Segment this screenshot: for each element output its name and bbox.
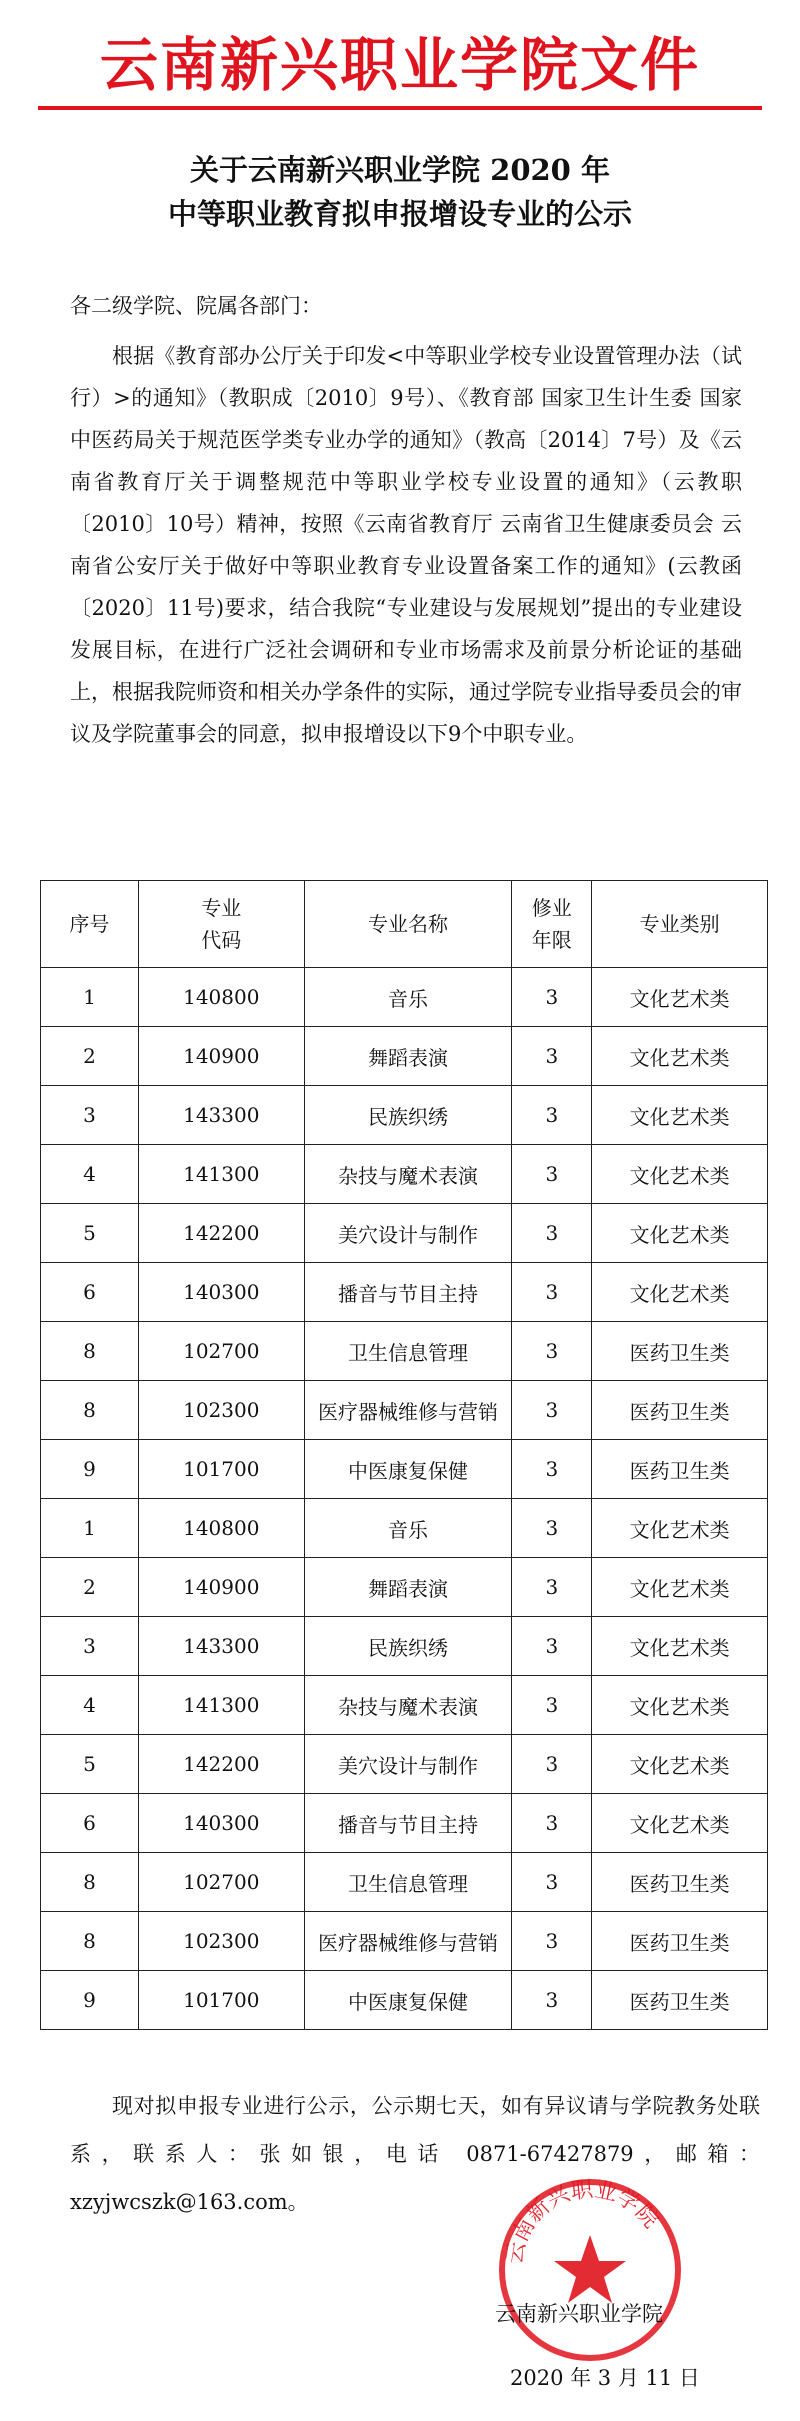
- table-row: [41, 1912, 768, 1971]
- table-row: [41, 1440, 768, 1499]
- major-code: 102300: [138, 1381, 304, 1440]
- major-code: 142200: [138, 1204, 304, 1263]
- study-years: 3: [512, 1558, 592, 1617]
- major-name: 舞蹈表演: [304, 1027, 512, 1086]
- major-name: 卫生信息管理: [304, 1853, 512, 1912]
- major-code: 141300: [138, 1676, 304, 1735]
- org-file-title: 云南新兴职业学院文件: [99, 31, 700, 99]
- major-category: 医药卫生类: [592, 1853, 768, 1912]
- table-row: [41, 1027, 768, 1086]
- major-code: 101700: [138, 1971, 304, 2030]
- major-category: 文化艺术类: [592, 1263, 768, 1322]
- major-name: 美穴设计与制作: [304, 1204, 512, 1263]
- row-index: 5: [41, 1735, 139, 1794]
- study-years: 3: [512, 1912, 592, 1971]
- major-name: 播音与节目主持: [304, 1794, 512, 1853]
- major-category: 文化艺术类: [592, 1499, 768, 1558]
- row-index: 2: [41, 1558, 139, 1617]
- body-paragraph: 根据《教育部办公厅关于印发<中等职业学校专业设置管理办法（试行）>的通知》（教职成〔2010〕9号）、《教育部 国家卫生计生委 国家中医药局关于规范医学类专业办学的通知》（教高〔2014〕7号）及《云南省教育厅关于调整规范中等职业学校专业设置的通知》（云教职〔2010〕10号）精神，按照《云南省教育厅 云南省卫生健康委员会 云南省公安厅关于做好中等职业教育专业设置备案工作的通知》(云教函〔2020〕11号)要求，结合我院“专业建设与发展规划”提出的专业建设发展目标，在进行广泛社会调研和专业市场需求及前景分析论证的基础上，根据我院师资和相关办学条件的实际，通过学院专业指导委员会的审议及学院董事会的同意，拟申报增设以下9个中职专业。: [70, 344, 742, 746]
- major-code: 141300: [138, 1145, 304, 1204]
- row-index: 1: [41, 1499, 139, 1558]
- major-category: 医药卫生类: [592, 1912, 768, 1971]
- study-years: 3: [512, 1381, 592, 1440]
- study-years: 3: [512, 1971, 592, 2030]
- row-index: 9: [41, 1440, 139, 1499]
- table-row: [41, 968, 768, 1027]
- header-cell: 专业 代码: [138, 881, 304, 968]
- study-years: 3: [512, 1440, 592, 1499]
- majors-table: [40, 880, 768, 2030]
- table-row: [41, 1086, 768, 1145]
- row-index: 4: [41, 1145, 139, 1204]
- major-name: 中医康复保健: [304, 1440, 512, 1499]
- public-notice: 现对拟申报专业进行公示，公示期七天，如有异议请与学院教务处联系，联系人：张如银，电话 0871-67427879，邮箱：xzyjwcszk@163.com。: [70, 2094, 760, 2214]
- row-index: 8: [41, 1853, 139, 1912]
- major-name: 医疗器械维修与营销: [304, 1381, 512, 1440]
- header-cell: 专业名称: [304, 881, 512, 968]
- major-code: 140300: [138, 1794, 304, 1853]
- major-category: 文化艺术类: [592, 1794, 768, 1853]
- row-index: 8: [41, 1322, 139, 1381]
- issuer-signature: 云南新兴职业学院: [495, 2302, 663, 2326]
- major-code: 102700: [138, 1853, 304, 1912]
- study-years: 3: [512, 1853, 592, 1912]
- table-row: [41, 1617, 768, 1676]
- study-years: 3: [512, 1676, 592, 1735]
- major-category: 医药卫生类: [592, 1322, 768, 1381]
- header-cell: 修业 年限: [512, 881, 592, 968]
- major-code: 143300: [138, 1086, 304, 1145]
- row-index: 4: [41, 1676, 139, 1735]
- major-category: 文化艺术类: [592, 1027, 768, 1086]
- major-category: 文化艺术类: [592, 1086, 768, 1145]
- major-name: 中医康复保健: [304, 1971, 512, 2030]
- row-index: 3: [41, 1086, 139, 1145]
- table-row: [41, 1971, 768, 2030]
- document-title-line1: 关于云南新兴职业学院 2020 年: [190, 153, 610, 187]
- study-years: 3: [512, 1794, 592, 1853]
- row-index: 6: [41, 1263, 139, 1322]
- major-category: 文化艺术类: [592, 1204, 768, 1263]
- header-cell: 序号: [41, 881, 139, 968]
- table-row: [41, 1499, 768, 1558]
- table-header-row: [41, 881, 768, 968]
- row-index: 1: [41, 968, 139, 1027]
- table-row: [41, 1204, 768, 1263]
- table-row: [41, 1735, 768, 1794]
- major-category: 医药卫生类: [592, 1971, 768, 2030]
- study-years: 3: [512, 1263, 592, 1322]
- seal-text: 云南新兴职业学院: [502, 2177, 664, 2266]
- major-code: 102300: [138, 1912, 304, 1971]
- major-code: 143300: [138, 1617, 304, 1676]
- header-cell: 专业类别: [592, 881, 768, 968]
- major-category: 文化艺术类: [592, 1145, 768, 1204]
- major-code: 101700: [138, 1440, 304, 1499]
- major-name: 音乐: [304, 968, 512, 1027]
- table-row: [41, 1145, 768, 1204]
- study-years: 3: [512, 1735, 592, 1794]
- study-years: 3: [512, 1499, 592, 1558]
- row-index: 5: [41, 1204, 139, 1263]
- major-code: 102700: [138, 1322, 304, 1381]
- major-category: 文化艺术类: [592, 1676, 768, 1735]
- major-category: 医药卫生类: [592, 1381, 768, 1440]
- major-name: 杂技与魔术表演: [304, 1676, 512, 1735]
- row-index: 2: [41, 1027, 139, 1086]
- svg-text:云南新兴职业学院: [502, 2177, 663, 2266]
- major-name: 音乐: [304, 1499, 512, 1558]
- major-name: 医疗器械维修与营销: [304, 1912, 512, 1971]
- table-row: [41, 1794, 768, 1853]
- major-name: 舞蹈表演: [304, 1558, 512, 1617]
- study-years: 3: [512, 1322, 592, 1381]
- table-row: [41, 1558, 768, 1617]
- major-name: 民族织绣: [304, 1086, 512, 1145]
- major-name: 民族织绣: [304, 1617, 512, 1676]
- row-index: 6: [41, 1794, 139, 1853]
- study-years: 3: [512, 968, 592, 1027]
- major-category: 文化艺术类: [592, 1617, 768, 1676]
- salutation: 各二级学院、院属各部门：: [70, 294, 322, 318]
- official-seal: [495, 2175, 685, 2365]
- major-code: 142200: [138, 1735, 304, 1794]
- document-title-line2: 中等职业教育拟申报增设专业的公示: [167, 197, 632, 231]
- study-years: 3: [512, 1027, 592, 1086]
- header-divider: [38, 106, 762, 110]
- row-index: 8: [41, 1381, 139, 1440]
- study-years: 3: [512, 1145, 592, 1204]
- table-row: [41, 1676, 768, 1735]
- major-code: 140300: [138, 1263, 304, 1322]
- table-row: [41, 1381, 768, 1440]
- major-code: 140900: [138, 1558, 304, 1617]
- issue-date: 2020 年 3 月 11 日: [510, 2366, 700, 2390]
- major-category: 文化艺术类: [592, 1558, 768, 1617]
- table-row: [41, 1263, 768, 1322]
- study-years: 3: [512, 1086, 592, 1145]
- major-category: 医药卫生类: [592, 1440, 768, 1499]
- major-category: 文化艺术类: [592, 1735, 768, 1794]
- row-index: 9: [41, 1971, 139, 2030]
- study-years: 3: [512, 1204, 592, 1263]
- major-code: 140800: [138, 1499, 304, 1558]
- row-index: 8: [41, 1912, 139, 1971]
- major-name: 卫生信息管理: [304, 1322, 512, 1381]
- major-name: 杂技与魔术表演: [304, 1145, 512, 1204]
- major-code: 140800: [138, 968, 304, 1027]
- table-row: [41, 1853, 768, 1912]
- major-name: 美穴设计与制作: [304, 1735, 512, 1794]
- row-index: 3: [41, 1617, 139, 1676]
- major-code: 140900: [138, 1027, 304, 1086]
- table-row: [41, 1322, 768, 1381]
- table-body: [41, 968, 768, 2030]
- major-category: 文化艺术类: [592, 968, 768, 1027]
- major-name: 播音与节目主持: [304, 1263, 512, 1322]
- study-years: 3: [512, 1617, 592, 1676]
